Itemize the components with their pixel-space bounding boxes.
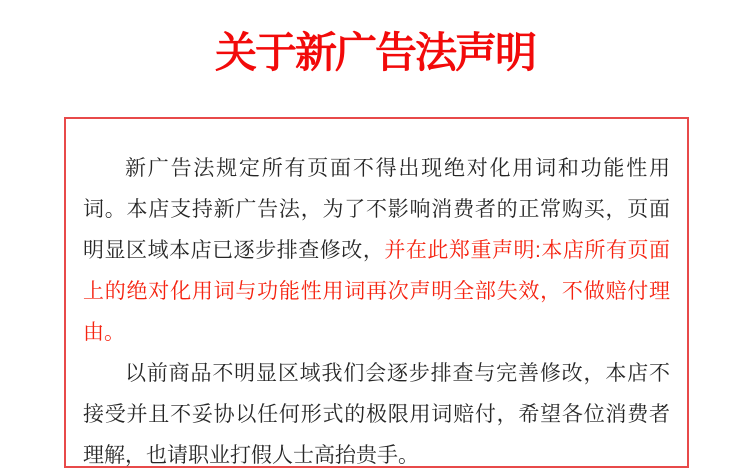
notice-box [64, 117, 689, 468]
body-text: 新广告法规定所有页面不得出现绝对化用词和功能性用词。本店支持新广告法，为了不影响消费者的正常购买，页面明显区域本店已逐步排查修改， [83, 157, 670, 262]
notice-paragraph [83, 353, 670, 474]
page-title: 关于新广告法声明 [214, 29, 535, 76]
notice-body [66, 119, 687, 474]
notice-paragraph [83, 148, 670, 353]
emphasis-red-text: 并在此郑重声明:本店所有页面上的绝对化用词与功能性用词再次声明全部失效，不做赔付理由。 [83, 239, 670, 344]
body-text: 以前商品不明显区域我们会逐步排查与完善修改，本店不接受并且不妥协以任何形式的极限用词赔付，希望各位消费者理解，也请职业打假人士高抬贵手。 [83, 362, 670, 467]
